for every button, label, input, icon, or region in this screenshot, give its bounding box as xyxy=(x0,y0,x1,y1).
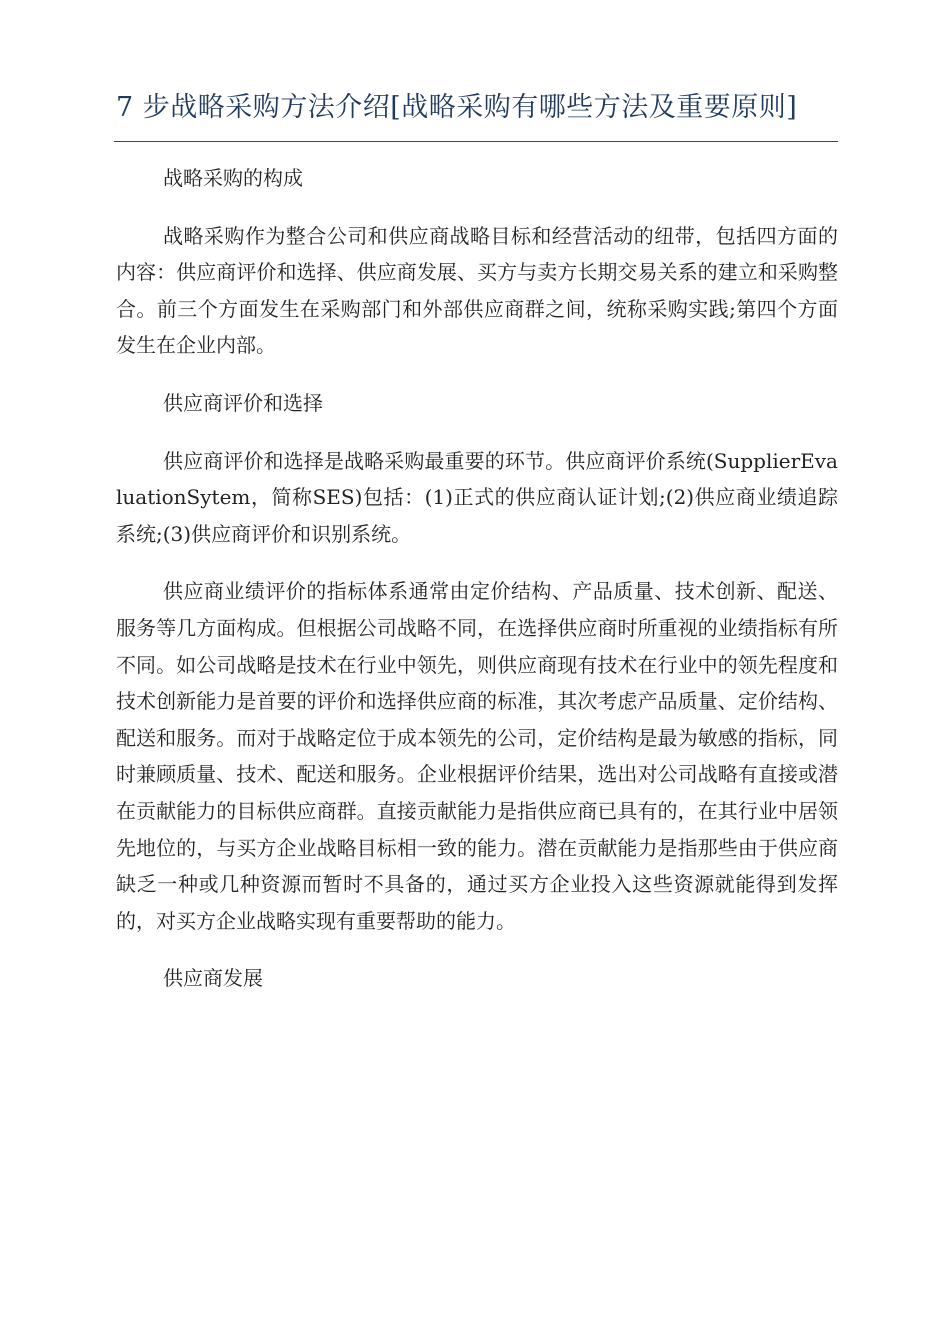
body-paragraph: 战略采购作为整合公司和供应商战略目标和经营活动的纽带，包括四方面的内容：供应商评价和选择、供应商发展、买方与卖方长期交易关系的建立和采购整合。前三个方面发生在采购部门和外部供应商群之间，统称采购实践;第四个方面发生在企业内部。 xyxy=(116,223,838,358)
title-divider xyxy=(114,141,838,142)
body-paragraph: 供应商评价和选择是战略采购最重要的环节。供应商评价系统(SupplierEvaluationSytem，简称SES)包括：(1)正式的供应商认证计划;(2)供应商业绩追踪系统;(3)供应商评价和识别系统。 xyxy=(116,448,838,546)
section-heading-supplier-development: 供应商发展 xyxy=(163,966,263,991)
body-paragraph: 供应商业绩评价的指标体系通常由定价结构、产品质量、技术创新、配送、服务等几方面构成。但根据公司战略不同，在选择供应商时所重视的业绩指标有所不同。如公司战略是技术在行业中领先，则供应商现有技术在行业中的领先程度和技术创新能力是首要的评价和选择供应商的标准，其次考虑产品质量、定价结构、配送和服务。而对于战略定位于成本领先的公司，定价结构是最为敏感的指标，同时兼顾质量、技术、配送和服务。企业根据评价结果，选出对公司战略有直接或潜在贡献能力的目标供应商群。直接贡献能力是指供应商已具有的，在其行业中居领先地位的，与买方企业战略目标相一致的能力。潜在贡献能力是指那些由于供应商缺乏一种或几种资源而暂时不具备的，通过买方企业投入这些资源就能得到发挥的，对买方企业战略实现有重要帮助的能力。 xyxy=(116,579,838,933)
section-heading-composition: 战略采购的构成 xyxy=(163,166,303,190)
section-heading-supplier-evaluation: 供应商评价和选择 xyxy=(163,390,323,415)
document-body xyxy=(116,160,838,1018)
page-title: 7 步战略采购方法介绍[战略采购有哪些方法及重要原则] xyxy=(116,92,798,123)
